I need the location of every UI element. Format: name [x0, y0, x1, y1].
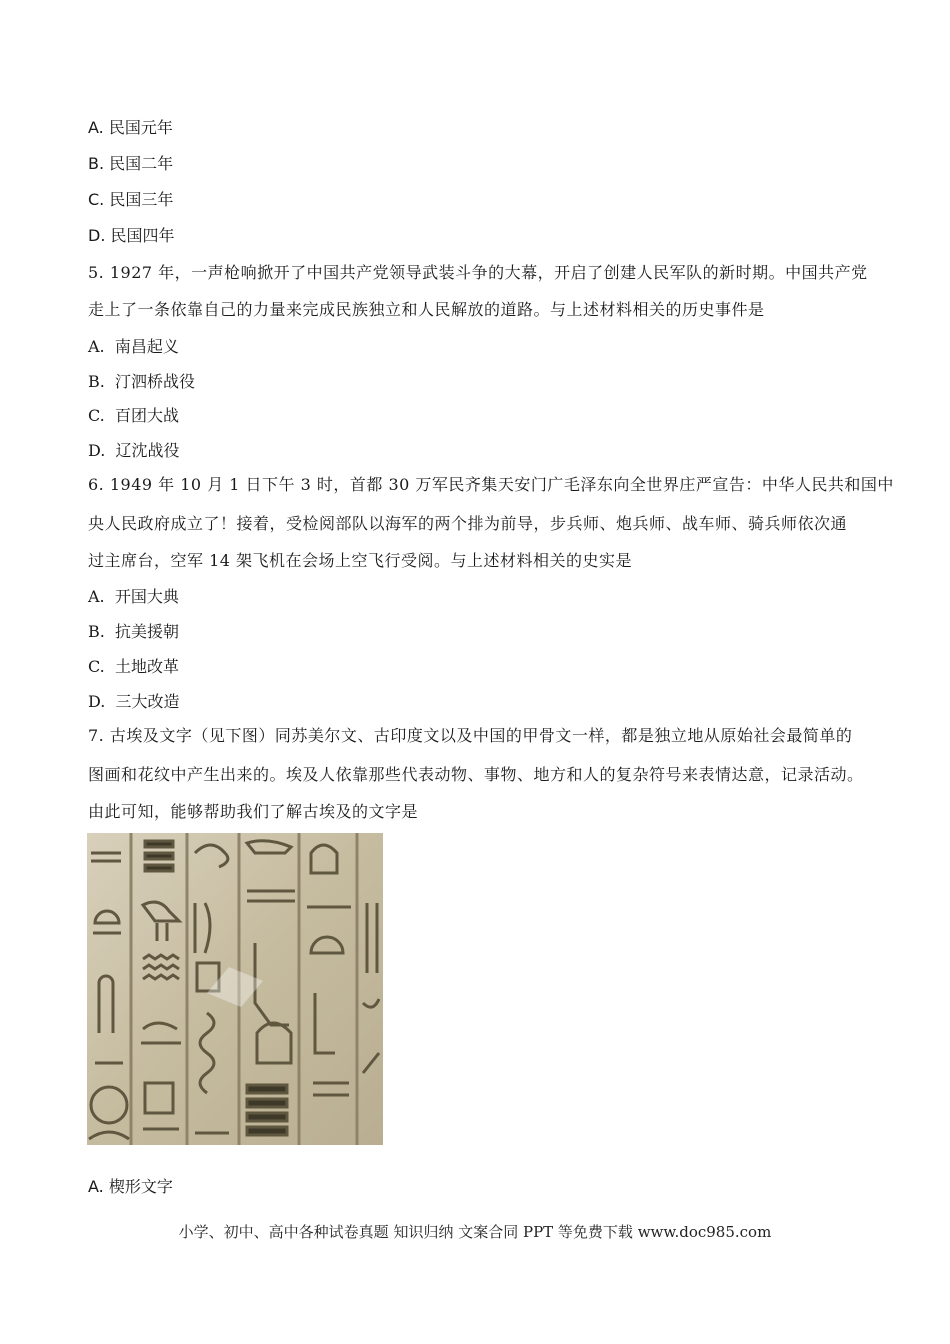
option-text: 楔形文字 [108, 1177, 173, 1196]
q6-line-1: 6. 1949 年 10 月 1 日下午 3 时，首都 30 万军民齐集天安门广毛泽东向全世界庄严宣告：中华人民共和国中 [88, 475, 894, 494]
option-letter: A. [88, 337, 105, 356]
q7-line-2: 图画和花纹中产生出来的。埃及人依靠那些代表动物、事物、地方和人的复杂符号来表情达意，记录活动。 [88, 765, 864, 784]
option-text: 开国大典 [114, 587, 179, 606]
option-letter: D. [88, 692, 106, 711]
prev-option-a [88, 117, 173, 139]
option-letter: D. [88, 441, 106, 460]
option-text: 百团大战 [114, 406, 179, 425]
q7-line-3: 由此可知，能够帮助我们了解古埃及的文字是 [88, 802, 419, 821]
hieroglyph-image [87, 833, 383, 1145]
q5-option-b [88, 371, 195, 393]
option-letter: A. [88, 1177, 104, 1196]
option-text: 民国四年 [110, 226, 175, 245]
option-text: 民国二年 [109, 154, 174, 173]
q7-option-a [88, 1176, 173, 1198]
option-text: 辽沈战役 [115, 441, 180, 460]
option-text: 三大改造 [115, 692, 180, 711]
option-letter: C. [88, 190, 105, 209]
q6-option-a [88, 586, 179, 608]
prev-option-d [88, 225, 175, 247]
option-letter: C. [88, 657, 105, 676]
option-letter: C. [88, 406, 105, 425]
option-letter: D. [88, 226, 106, 245]
q5-option-a [88, 336, 179, 358]
option-letter: B. [88, 372, 105, 391]
option-text: 土地改革 [114, 657, 179, 676]
q5-line-2: 走上了一条依靠自己的力量来完成民族独立和人民解放的道路。与上述材料相关的历史事件是 [88, 300, 765, 319]
page-footer: 小学、初中、高中各种试卷真题 知识归纳 文案合同 PPT 等免费下载 www.doc985.com [178, 1223, 772, 1241]
option-letter: A. [88, 587, 105, 606]
option-text: 民国元年 [108, 118, 173, 137]
option-letter: A. [88, 118, 104, 137]
q6-option-d [88, 691, 180, 713]
q7-line-1: 7. 古埃及文字（见下图）同苏美尔文、古印度文以及中国的甲骨文一样，都是独立地从原始社会最简单的 [88, 726, 853, 745]
prev-option-b [88, 153, 173, 175]
q5-option-c [88, 405, 179, 427]
prev-option-c [88, 189, 173, 211]
q6-option-b [88, 621, 179, 643]
q6-option-c [88, 656, 179, 678]
option-text: 南昌起义 [114, 337, 179, 356]
q6-line-2: 央人民政府成立了！接着，受检阅部队以海军的两个排为前导，步兵师、炮兵师、战车师、骑兵师依次通 [88, 514, 848, 533]
q5-line-1: 5. 1927 年，一声枪响掀开了中国共产党领导武装斗争的大幕，开启了创建人民军队的新时期。中国共产党 [88, 263, 868, 282]
option-text: 汀泗桥战役 [115, 372, 196, 391]
option-text: 抗美援朝 [115, 622, 180, 641]
q6-line-3: 过主席台，空军 14 架飞机在会场上空飞行受阅。与上述材料相关的史实是 [88, 551, 633, 570]
q5-option-d [88, 440, 180, 462]
option-letter: B. [88, 622, 105, 641]
option-letter: B. [88, 154, 105, 173]
option-text: 民国三年 [109, 190, 174, 209]
